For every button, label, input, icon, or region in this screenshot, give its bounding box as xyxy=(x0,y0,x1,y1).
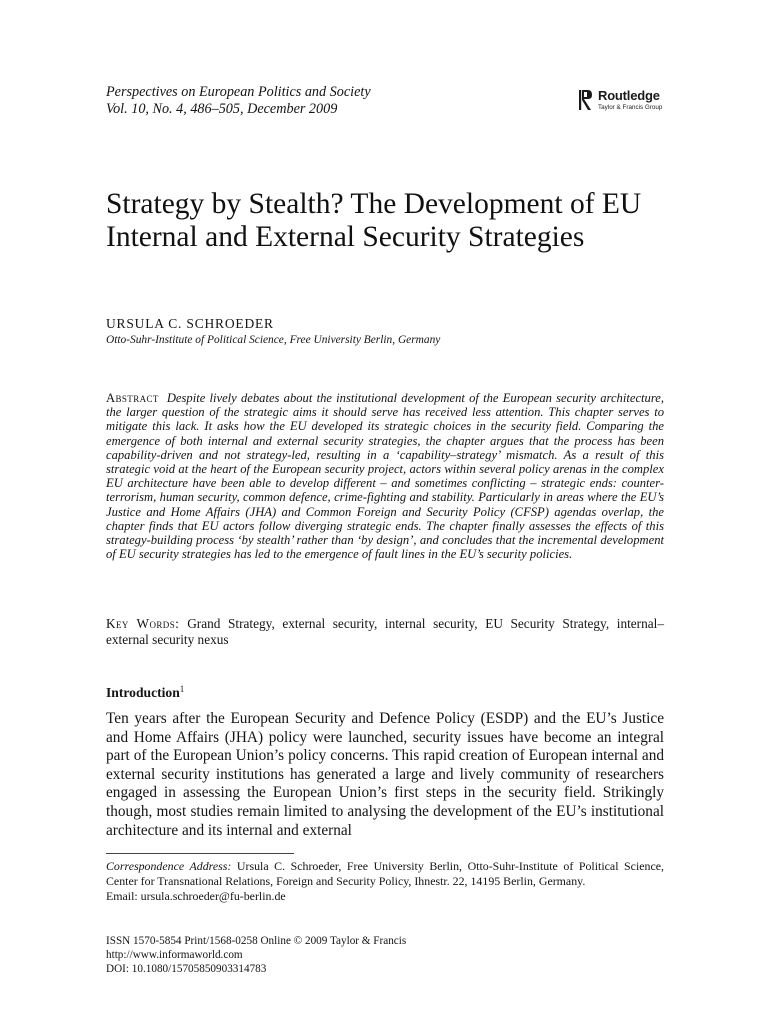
section-heading-text: Introduction xyxy=(106,685,180,700)
article-title: Strategy by Stealth? The Development of EU Internal and External Security Strategies xyxy=(106,188,642,253)
journal-name: Perspectives on European Politics and Society xyxy=(106,84,371,100)
author-affiliation: Otto-Suhr-Institute of Political Science, Free University Berlin, Germany xyxy=(106,334,441,346)
correspondence-email: Email: ursula.schroeder@fu-berlin.de xyxy=(106,889,286,904)
abstract-label: Abstract xyxy=(106,391,159,405)
correspondence-note xyxy=(106,859,664,904)
correspondence-label: Correspondence Address: xyxy=(106,859,232,873)
footnote-marker: 1 xyxy=(179,684,185,694)
publisher-logo xyxy=(578,88,670,118)
publisher-name: Routledge xyxy=(598,88,660,103)
publisher-group: Taylor & Francis Group xyxy=(598,104,663,111)
publisher-url: http://www.informaworld.com xyxy=(106,949,243,961)
journal-header xyxy=(106,84,371,118)
correspondence-address: Ursula C. Schroeder, Free University Berlin, Otto-Suhr-Institute of Political Science, Center for Transnational Relations, Foreign and Security Policy, Ihnestr. 22, 14195 Berlin, Germany. xyxy=(106,859,664,889)
publication-footer xyxy=(106,934,406,976)
keywords-text: Grand Strategy, external security, internal security, EU Security Strategy, internal–external security nexus xyxy=(106,616,665,647)
section-heading xyxy=(106,684,184,701)
abstract xyxy=(106,391,664,561)
journal-volume: Vol. 10, No. 4, 486–505, December 2009 xyxy=(106,101,338,117)
abstract-text: Despite lively debates about the institutional development of the European security architecture, the larger question of the strategic aims it should serve has received less attention. This chapter serves to mitigate this lack. It asks how the EU developed its strategic choices in the security field. Comparing the emergence of both internal and external security strategies, the chapter argues that the process has been capability-driven and not strategy-led, resulting in a ‘capability–strategy’ mismatch. As a result of this strategic void at the heart of the European security project, actors within several policy arenas in the complex EU architecture have been able to develop different – and sometimes conflicting – strategic ends: counter-terrorism, human security, common defence, crime-fighting and stability. Particularly in areas where the EU’s Justice and Home Affairs (JHA) and Common Foreign and Security Policy (CFSP) agendas overlap, the chapter finds that EU actors follow diverging strategic ends. The chapter finally assesses the effects of this strategy-building process ‘by stealth’ rather than ‘by design’, and concludes that the incremental development of EU security strategies has led to the emergence of fault lines in the EU’s security policies. xyxy=(106,391,664,562)
doi-line: DOI: 10.1080/15705850903314783 xyxy=(106,963,267,975)
routledge-logo-icon xyxy=(578,88,594,112)
issn-line: ISSN 1570-5854 Print/1568-0258 Online © 2009 Taylor & Francis xyxy=(106,935,407,947)
body-paragraph: Ten years after the European Security and Defence Policy (ESDP) and the EU’s Justice and Home Affairs (JHA) policy were launched, security issues have become an integral part of the European Union’s policy concerns. This rapid creation of European internal and external security institutions has generated a large and lively community of researchers engaged in assessing the European Union’s first steps in the security field. Strikingly though, most studies remain limited to analysing the development of the EU’s institutional architecture and its internal and external xyxy=(106,710,664,839)
author-name: URSULA C. SCHROEDER xyxy=(106,316,274,331)
keywords-label: Key Words: xyxy=(106,616,180,631)
footnote-divider xyxy=(106,853,294,854)
keywords xyxy=(106,616,664,648)
